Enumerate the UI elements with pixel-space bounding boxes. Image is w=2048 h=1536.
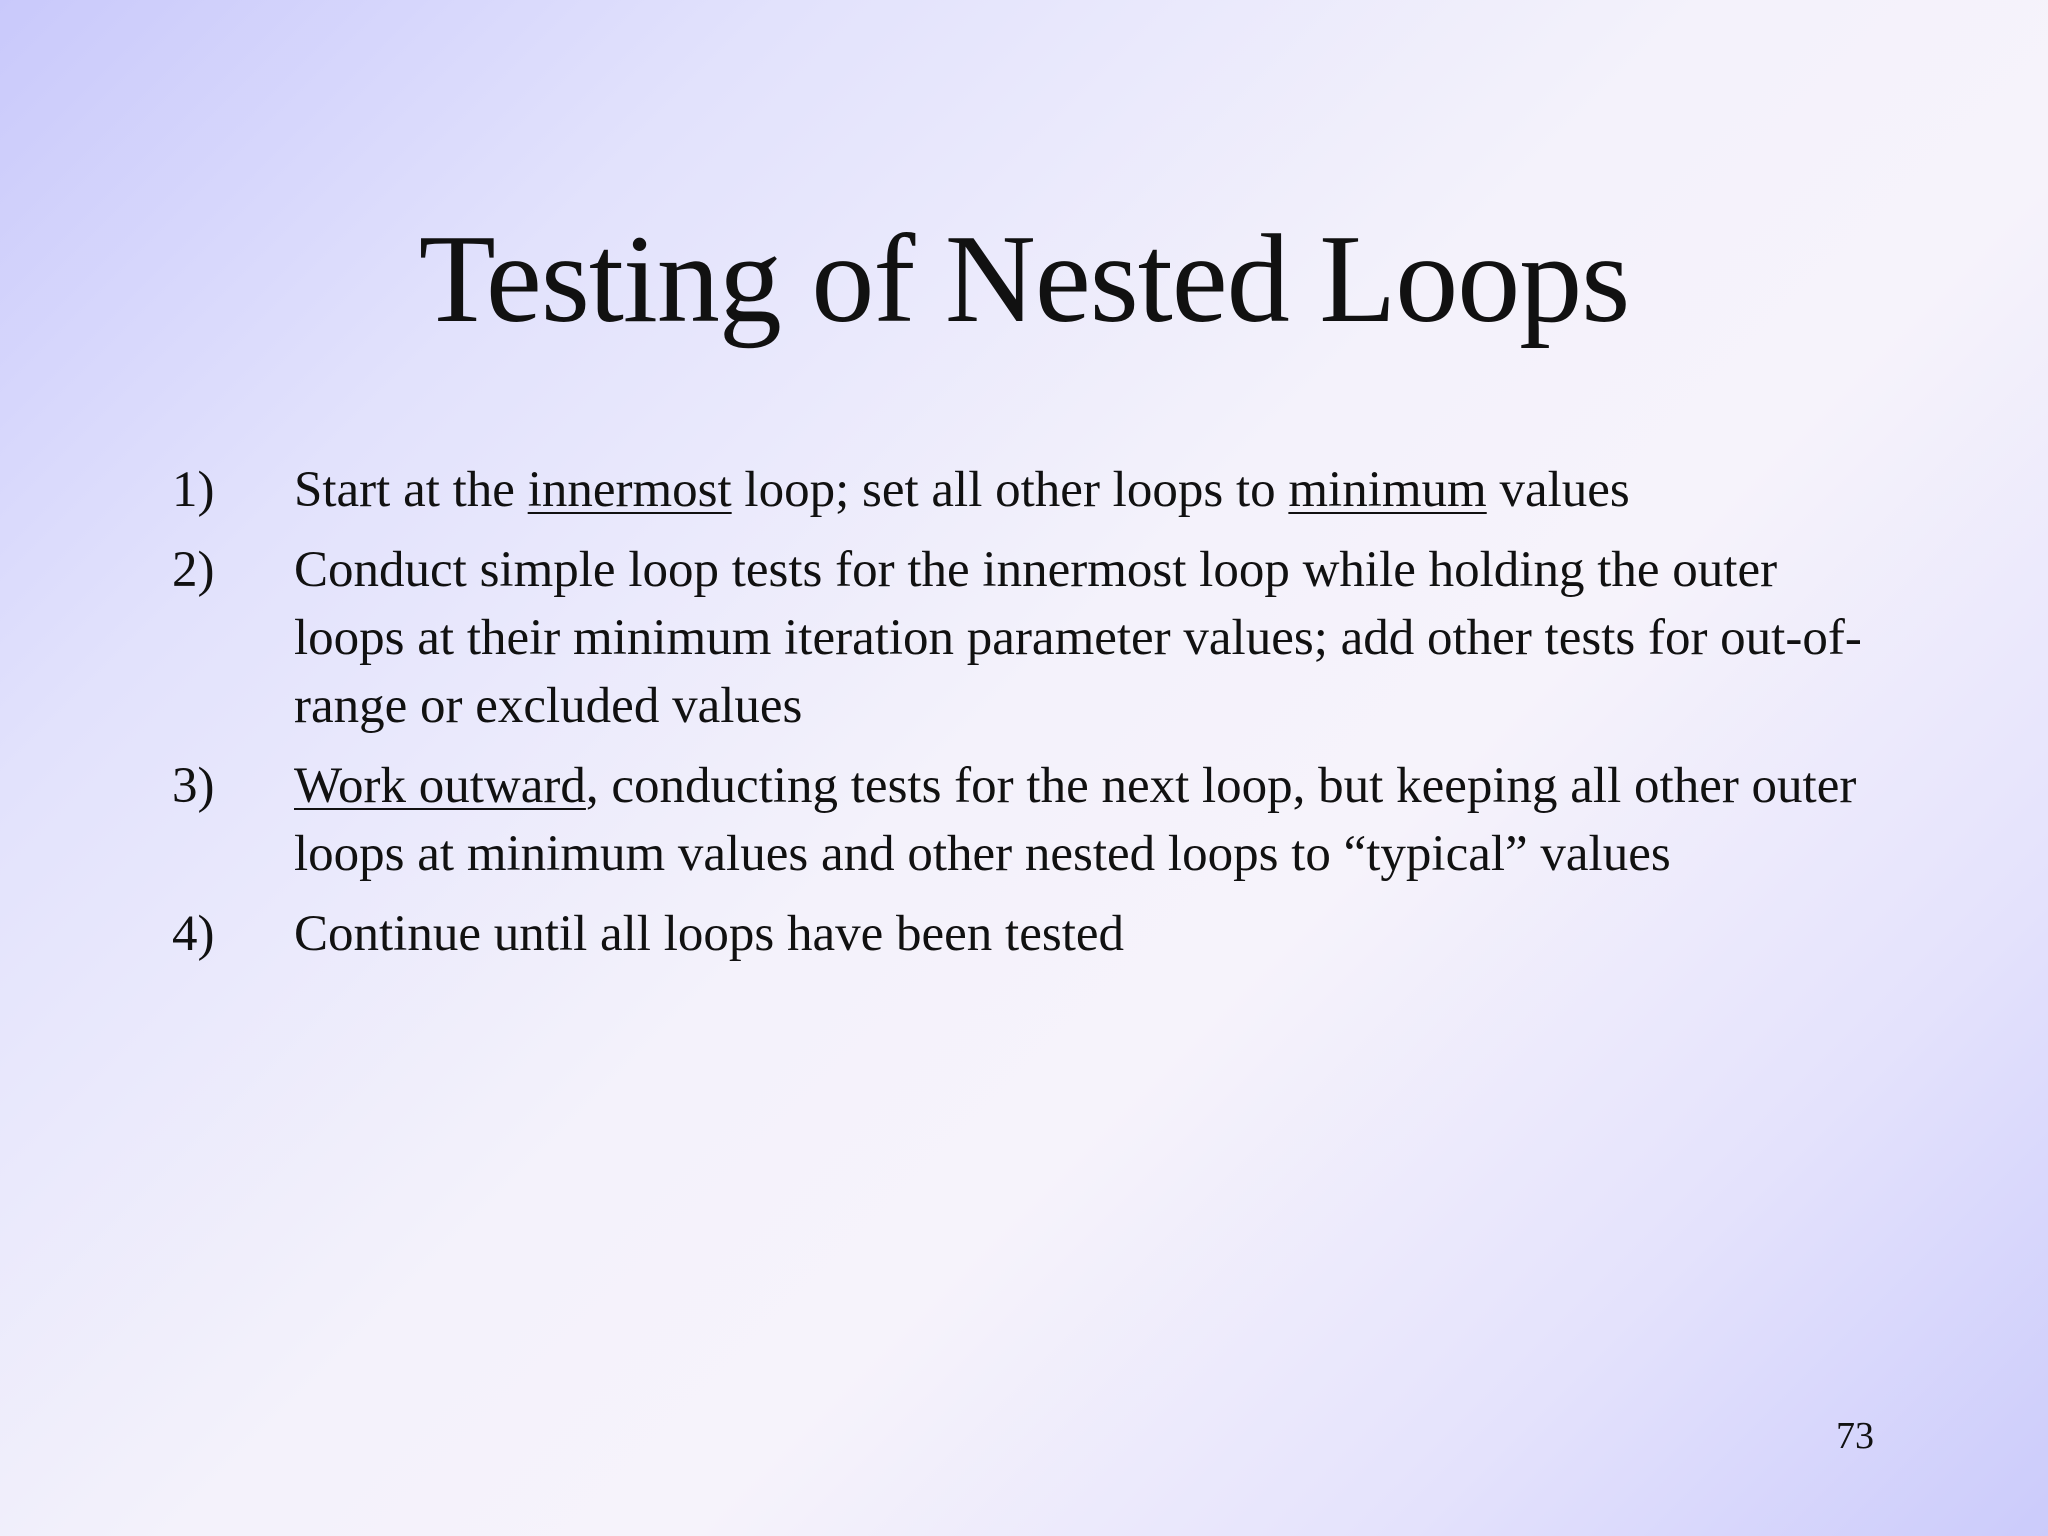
list-item-3 <box>172 752 1892 888</box>
list-item-4 <box>172 900 1892 968</box>
list-item-text: Conduct simple loop tests for the innermost loop while holding the outer loops at their minimum iteration parameter values; add other tests for out-of-range or excluded values <box>294 542 1862 734</box>
list-item-number: 3) <box>172 758 215 814</box>
text-run: Start at the <box>294 462 528 518</box>
text-run: loop; set all other loops to <box>731 462 1289 518</box>
list-item-1 <box>172 456 1892 524</box>
underlined-term-innermost: innermost <box>527 462 732 518</box>
list-item-number: 4) <box>172 906 215 962</box>
list-item-2 <box>172 536 1892 740</box>
list-item-text: Continue until all loops have been tested <box>294 906 1124 962</box>
page-number: 73 <box>1836 1415 1874 1457</box>
list-item-text <box>294 752 1892 888</box>
text-run: values <box>1486 462 1630 518</box>
text-run: , conducting tests for the next loop, but keeping all other outer loops at minimum values and other nested loops to “typical” values <box>294 758 1857 882</box>
slide-title: Testing of Nested Loops <box>418 210 1630 349</box>
underlined-term-minimum: minimum <box>1288 462 1487 518</box>
list-item-number: 2) <box>172 542 215 598</box>
list-item-text <box>294 456 1892 524</box>
underlined-term-work-outward: Work outward <box>294 758 586 814</box>
numbered-list <box>172 456 1892 980</box>
list-item-number: 1) <box>172 462 215 518</box>
